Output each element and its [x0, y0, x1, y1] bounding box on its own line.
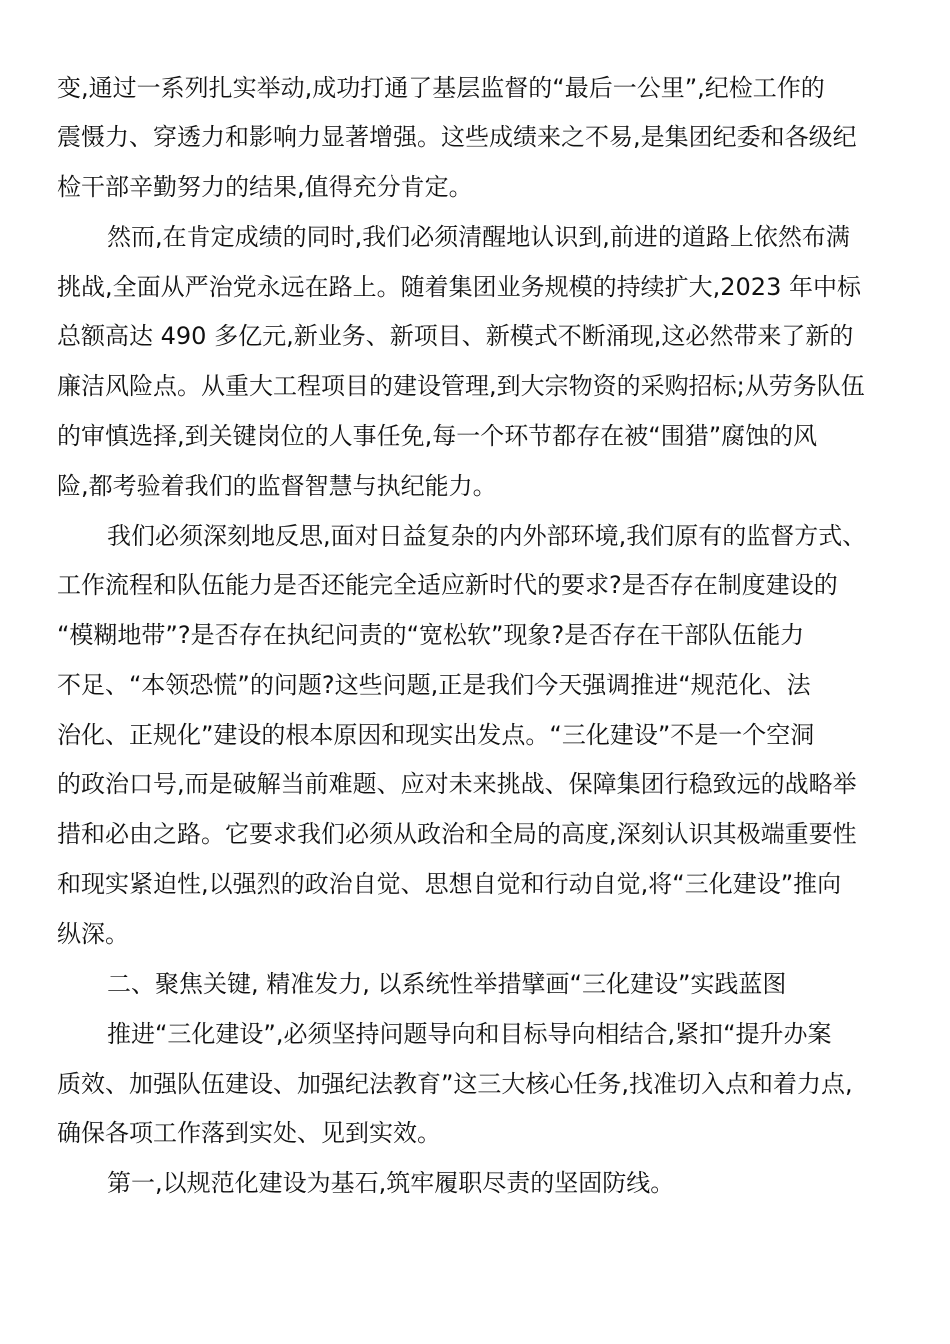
text-line: 工作流程和队伍能力是否还能完全适应新时代的要求?是否存在制度建设的 — [57, 571, 838, 599]
text-line: 治化、正规化”建设的根本原因和现实出发点。“三化建设”不是一个空洞 — [57, 721, 815, 749]
heading-text: 二、聚焦关键, 精准发力, 以系统性举措擘画“三化建设”实践蓝图 — [107, 970, 787, 998]
text-line: 和现实紧迫性,以强烈的政治自觉、思想自觉和行动自觉,将“三化建设”推向 — [57, 870, 842, 898]
text-line: 纵深。 — [57, 920, 129, 948]
text-line: 的审慎选择,到关键岗位的人事任免,每一个环节都存在被“围猎”腐蚀的风 — [57, 422, 818, 450]
text-line: 质效、加强队伍建设、加强纪法教育”这三大核心任务,找准切入点和着力点, — [57, 1070, 853, 1098]
text-line: 变,通过一系列扎实举动,成功打通了基层监督的“最后一公里”,纪检工作的 — [57, 74, 825, 102]
text-line: 确保各项工作落到实处、见到实效。 — [57, 1119, 441, 1147]
text-line: 检干部辛勤努力的结果,值得充分肯定。 — [57, 173, 473, 201]
text-line: 措和必由之路。它要求我们必须从政治和全局的高度,深刻认识其极端重要性 — [57, 820, 857, 848]
text-line: “模糊地带”?是否存在执纪问责的“宽松软”现象?是否存在干部队伍能力 — [57, 621, 805, 649]
text-line: 总额高达 490 多亿元,新业务、新项目、新模式不断涌现,这必然带来了新的 — [57, 322, 854, 350]
text-line: 我们必须深刻地反思,面对日益复杂的内外部环境,我们原有的监督方式、 — [107, 522, 867, 550]
text-line: 险,都考验着我们的监督智慧与执纪能力。 — [57, 472, 497, 500]
text-line: 然而,在肯定成绩的同时,我们必须清醒地认识到,前进的道路上依然布满 — [107, 223, 850, 251]
text-line: 廉洁风险点。从重大工程项目的建设管理,到大宗物资的采购招标;从劳务队伍 — [57, 372, 865, 400]
text-line: 的政治口号,而是破解当前难题、应对未来挑战、保障集团行稳致远的战略举 — [57, 770, 857, 798]
text-line: 挑战,全面从严治党永远在路上。随着集团业务规模的持续扩大,2023 年中标 — [57, 273, 861, 301]
text-line: 震慑力、穿透力和影响力显著增强。这些成绩来之不易,是集团纪委和各级纪 — [57, 123, 857, 151]
text-line: 第一,以规范化建设为基石,筑牢履职尽责的坚固防线。 — [107, 1169, 675, 1197]
text-line: 不足、“本领恐慌”的问题?这些问题,正是我们今天强调推进“规范化、法 — [57, 671, 811, 699]
text-line: 推进“三化建设”,必须坚持问题导向和目标导向相结合,紧扣“提升办案 — [107, 1020, 832, 1048]
